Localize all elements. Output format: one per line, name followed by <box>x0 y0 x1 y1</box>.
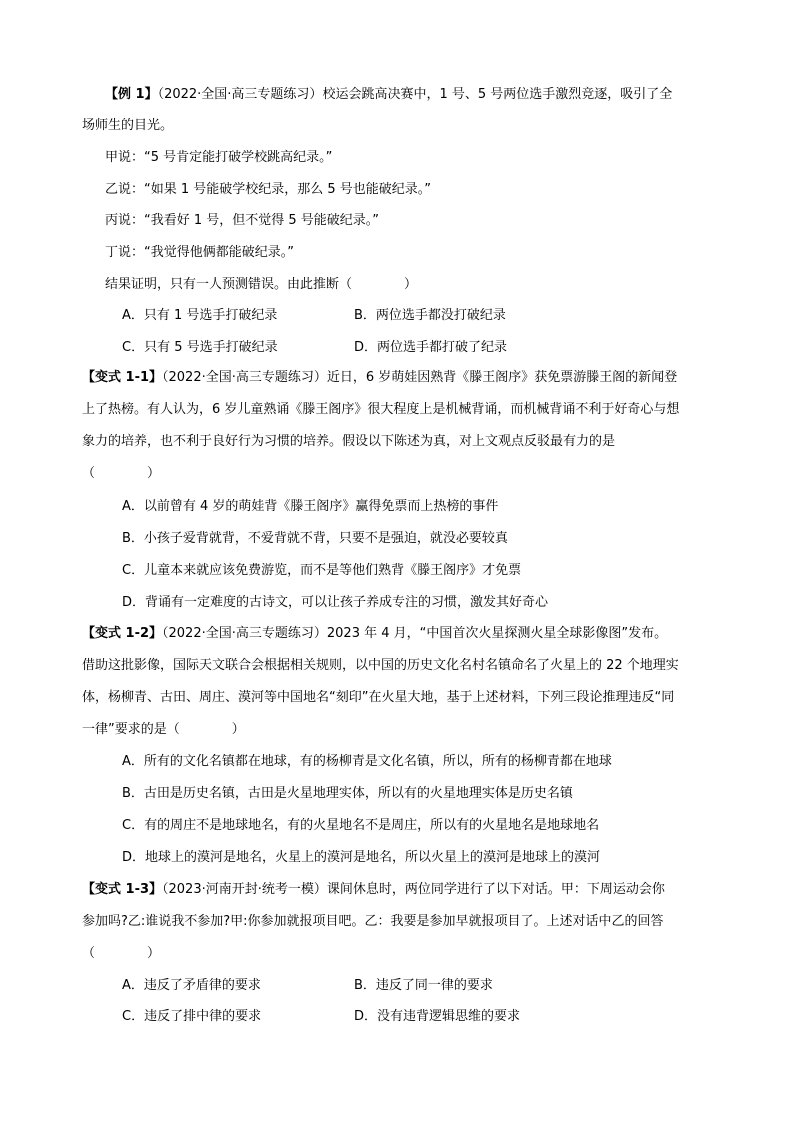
q2-option-d: D．背诵有一定难度的古诗文，可以让孩子养成专注的习惯，激发其好奇心 <box>122 595 549 610</box>
q1-statement-bing: 丙说：“我看好 1 号，但不觉得 5 号能破纪录。” <box>105 213 380 228</box>
q2-answer-paren: （ ） <box>82 466 161 481</box>
q1-tag: 【例 1】 <box>105 87 158 102</box>
q1-option-c: C．只有 5 号选手打破纪录 <box>122 340 278 355</box>
q4-stem-line-2: 参加吗?乙:谁说我不参加?甲:你参加就报项目吧。乙：我要是参加早就报项目了。上述对话中乙的回答 <box>82 914 664 929</box>
q2-source: （2022·全国·高三专题练习） <box>162 370 327 385</box>
q1-stem-text-1: 校运会跳高决赛中，1 号、5 号两位选手激烈竞逐，吸引了全 <box>322 87 673 102</box>
q3-stem-line-4: 一律”要求的是（ ） <box>82 722 245 737</box>
q1-statement-ding: 丁说：“我觉得他俩都能破纪录。” <box>105 245 294 260</box>
q1-stem-line-1 <box>105 86 672 104</box>
q2-tag: 【变式 1-1】 <box>82 370 163 385</box>
q4-answer-paren: （ ） <box>82 946 161 961</box>
q3-option-d: D．地球上的漠河是地名，火星上的漠河是地名，所以火星上的漠河是地球上的漠河 <box>122 850 601 865</box>
q3-option-b: B．古田是历史名镇，古田是火星地理实体，所以有的火星地理实体是历史名镇 <box>122 786 573 801</box>
q4-option-c: C．违反了排中律的要求 <box>122 1009 262 1024</box>
q2-stem-line-1 <box>82 369 677 387</box>
q4-option-d: D．没有违背逻辑思维的要求 <box>354 1009 521 1024</box>
q1-stem-line-2: 场师生的目光。 <box>82 118 174 133</box>
q2-stem-line-2: 上了热榜。有人认为，6 岁儿童熟诵《滕王阁序》很大程度上是机械背诵，而机械背诵不利于好奇心与想 <box>82 402 680 417</box>
q1-option-d: D．两位选手都打破了纪录 <box>354 340 508 355</box>
q4-option-a: A．违反了矛盾律的要求 <box>122 978 261 993</box>
q1-option-b: B．两位选手都没打破纪录 <box>354 308 506 323</box>
q3-stem-text-1: 2023 年 4 月，“中国首次火星探测火星全球影像图”发布。 <box>326 626 668 641</box>
q3-option-c: C．有的周庄不是地球地名，有的火星地名不是周庄，所以有的火星地名是地球地名 <box>122 818 600 833</box>
q3-stem-line-1 <box>82 625 667 643</box>
q3-source: （2022·全国·高三专题练习） <box>162 626 327 641</box>
q1-statement-yi: 乙说：“如果 1 号能破学校纪录，那么 5 号也能破纪录。” <box>105 182 432 197</box>
q1-statement-jia: 甲说：“5 号肯定能打破学校跳高纪录。” <box>105 150 333 165</box>
q2-option-c: C．儿童本来就应该免费游览，而不是等他们熟背《滕王阁序》才免票 <box>122 563 522 578</box>
q1-question: 结果证明，只有一人预测错误。由此推断（ ） <box>105 277 418 292</box>
q4-stem-line-1 <box>82 881 665 899</box>
q3-stem-line-2: 借助这批影像，国际天文联合会根据相关规则，以中国的历史文化名村名镇命名了火星上的 22 个地理实 <box>82 658 679 673</box>
q1-option-a: A．只有 1 号选手打破纪录 <box>122 308 278 323</box>
q3-option-a: A．所有的文化名镇都在地球，有的杨柳青是文化名镇，所以，所有的杨柳青都在地球 <box>122 754 612 769</box>
q3-tag: 【变式 1-2】 <box>82 626 163 641</box>
q4-tag: 【变式 1-3】 <box>82 882 163 897</box>
q3-stem-line-3: 体，杨柳青、古田、周庄、漠河等中国地名“刻印”在火星大地，基于上述材料，下列三段论推理违反“同 <box>82 690 675 705</box>
q4-stem-text-1: 课间休息时，两位同学进行了以下对话。甲：下周运动会你 <box>326 882 665 897</box>
q2-option-a: A．以前曾有 4 岁的萌娃背《滕王阁序》赢得免票而上热榜的事件 <box>122 499 499 514</box>
q4-source: （2023·河南开封·统考一模） <box>162 882 327 897</box>
q1-source: （2022·全国·高三专题练习） <box>157 87 323 102</box>
q2-stem-line-3: 象力的培养，也不利于良好行为习惯的培养。假设以下陈述为真，对上文观点反驳最有力的是 <box>82 434 616 449</box>
q2-stem-text-1: 近日，6 岁萌娃因熟背《滕王阁序》获免票游滕王阁的新闻登 <box>326 370 678 385</box>
q4-option-b: B．违反了同一律的要求 <box>354 978 493 993</box>
q2-option-b: B．小孩子爱背就背，不爱背就不背，只要不是强迫，就没必要较真 <box>122 531 508 546</box>
